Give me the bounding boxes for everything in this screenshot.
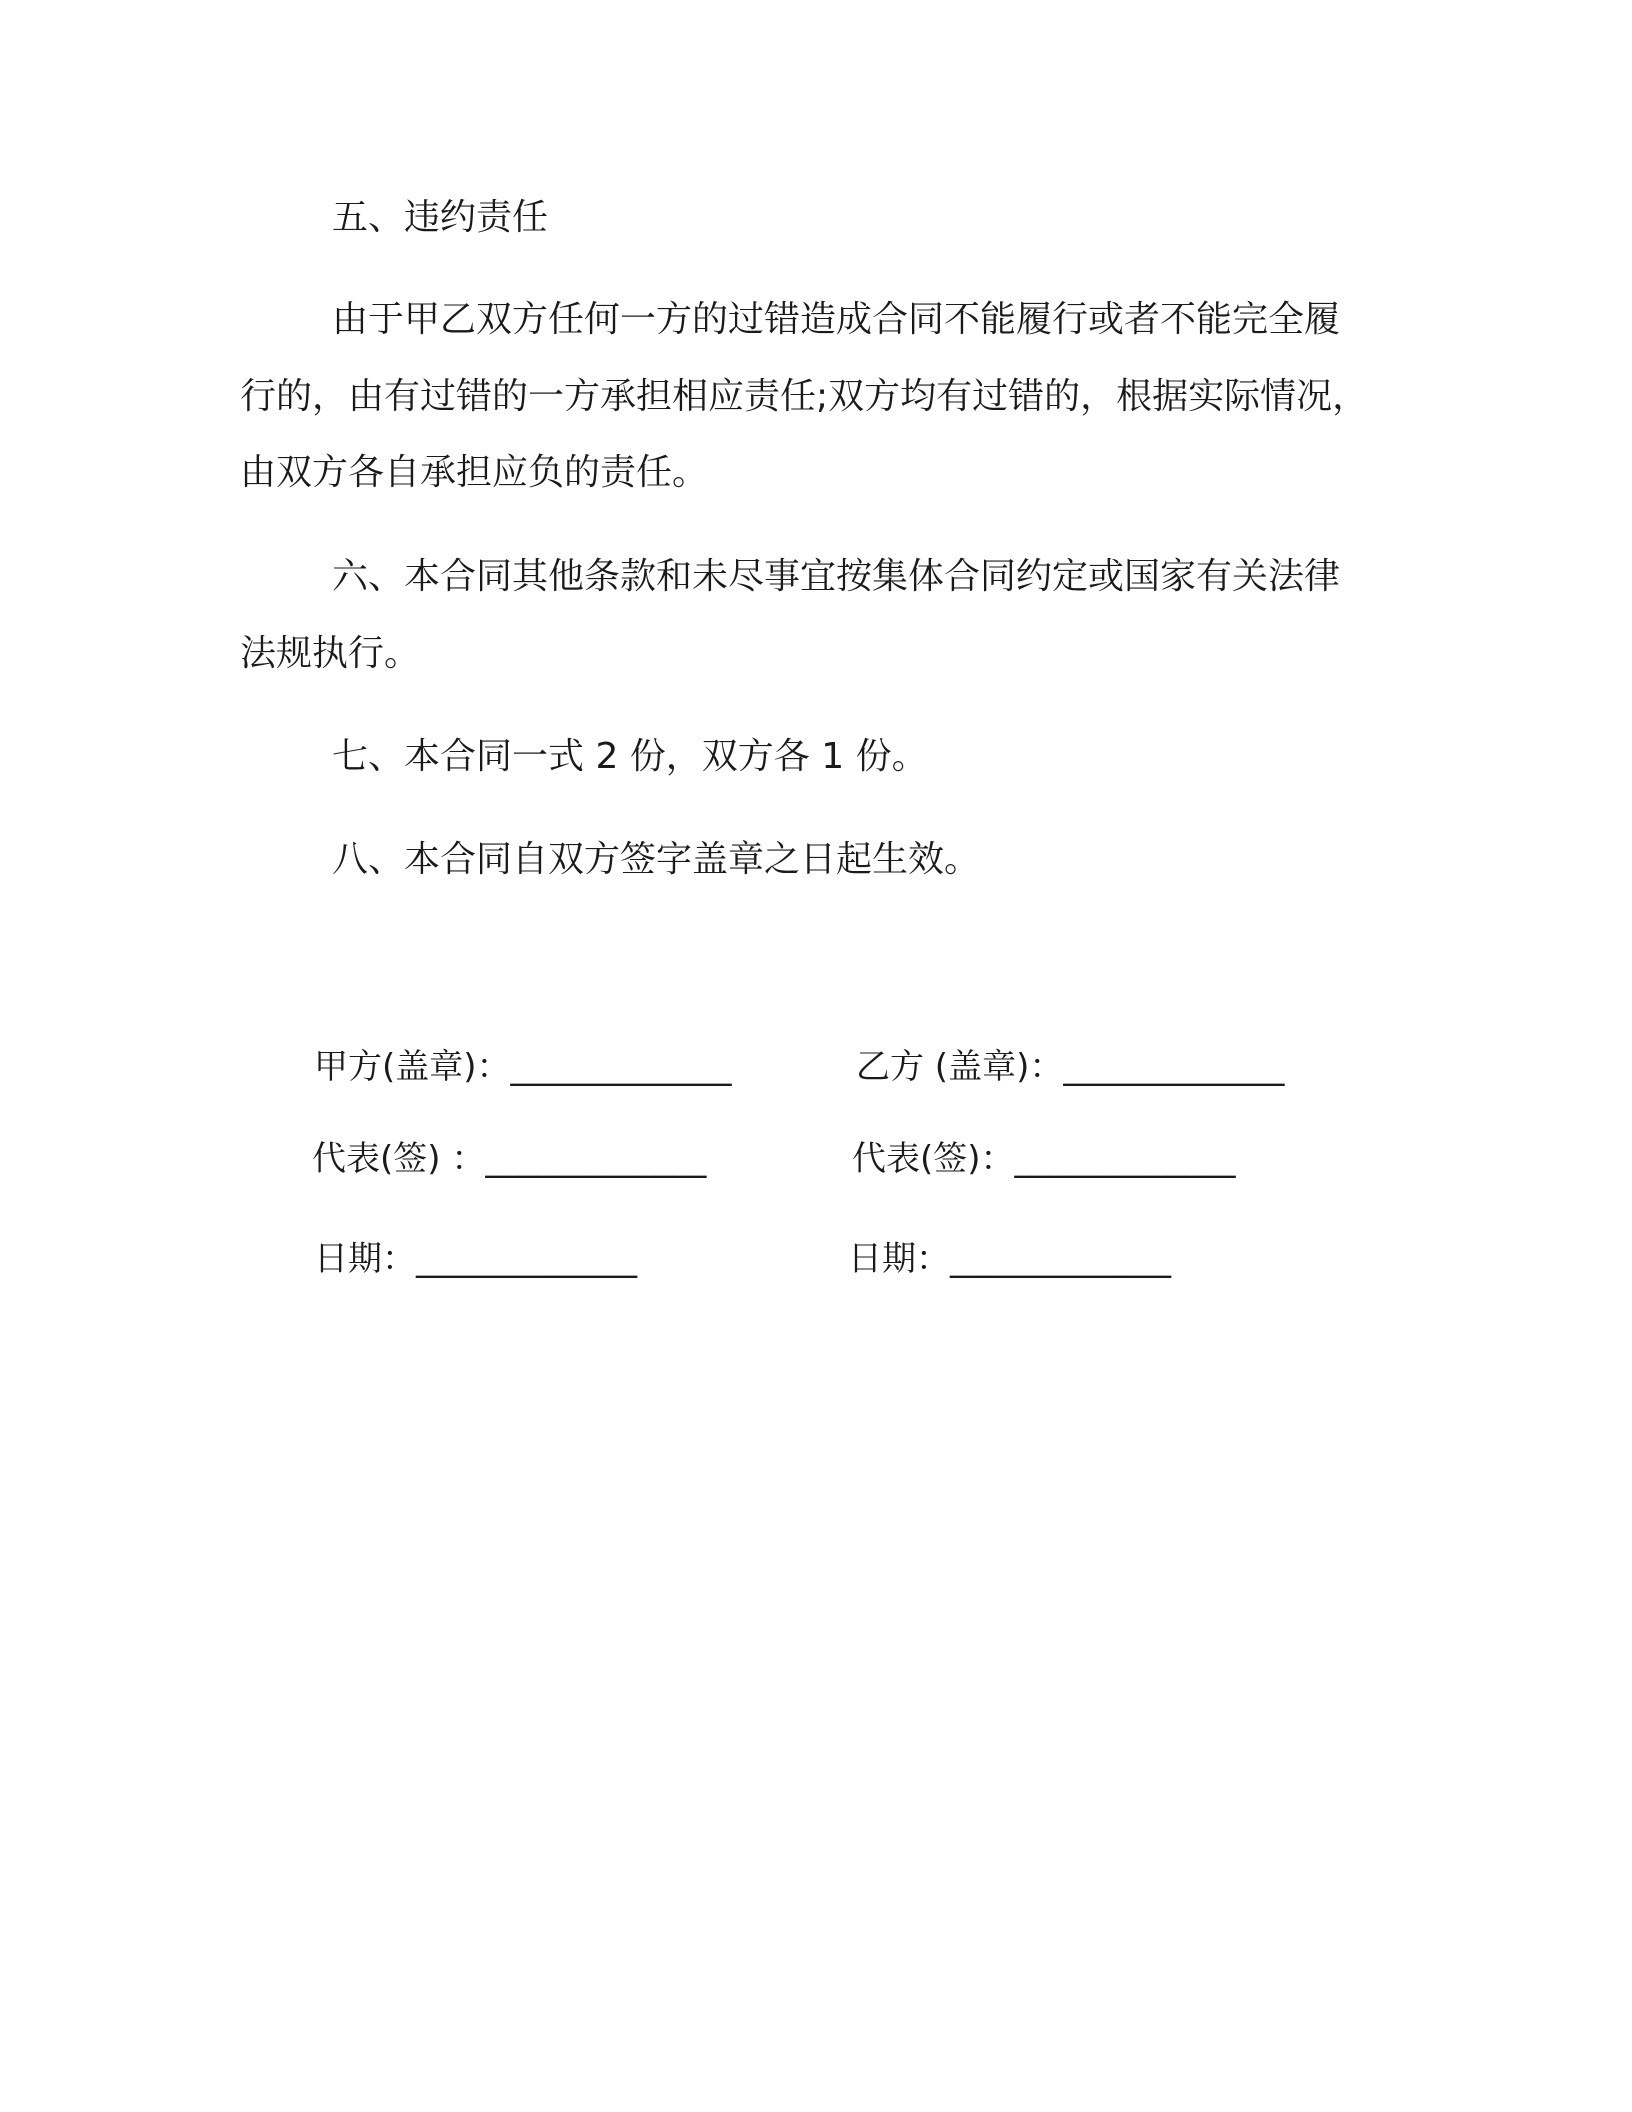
party-a-representative-field: 代表(签) ：_____________ (312, 1139, 707, 1179)
section-7-line: 七、本合同一式 2 份，双方各 1 份。 (332, 736, 928, 777)
section-6-line-1: 六、本合同其他条款和未尽事宜按集体合同约定或国家有关法律 (332, 556, 1341, 597)
party-a-seal-field: 甲方(盖章)：_____________ (314, 1047, 732, 1087)
section-5-paragraph-line-3: 由双方各自承担应负的责任。 (240, 452, 709, 493)
section-5-paragraph-line-2: 行的，由有过错的一方承担相应责任;双方均有过错的，根据实际情况， (240, 376, 1369, 417)
party-a-date-field: 日期：_____________ (314, 1239, 637, 1279)
party-b-representative-field: 代表(签)：_____________ (852, 1139, 1236, 1179)
section-6-line-2: 法规执行。 (240, 633, 421, 674)
section-8-line: 八、本合同自双方签字盖章之日起生效。 (332, 839, 981, 880)
party-b-date-field: 日期：_____________ (848, 1239, 1171, 1279)
party-b-seal-field: 乙方 (盖章)：_____________ (856, 1047, 1285, 1087)
section-5-heading: 五、违约责任 (332, 197, 549, 238)
section-5-paragraph-line-1: 由于甲乙双方任何一方的过错造成合同不能履行或者不能完全履 (332, 299, 1341, 340)
